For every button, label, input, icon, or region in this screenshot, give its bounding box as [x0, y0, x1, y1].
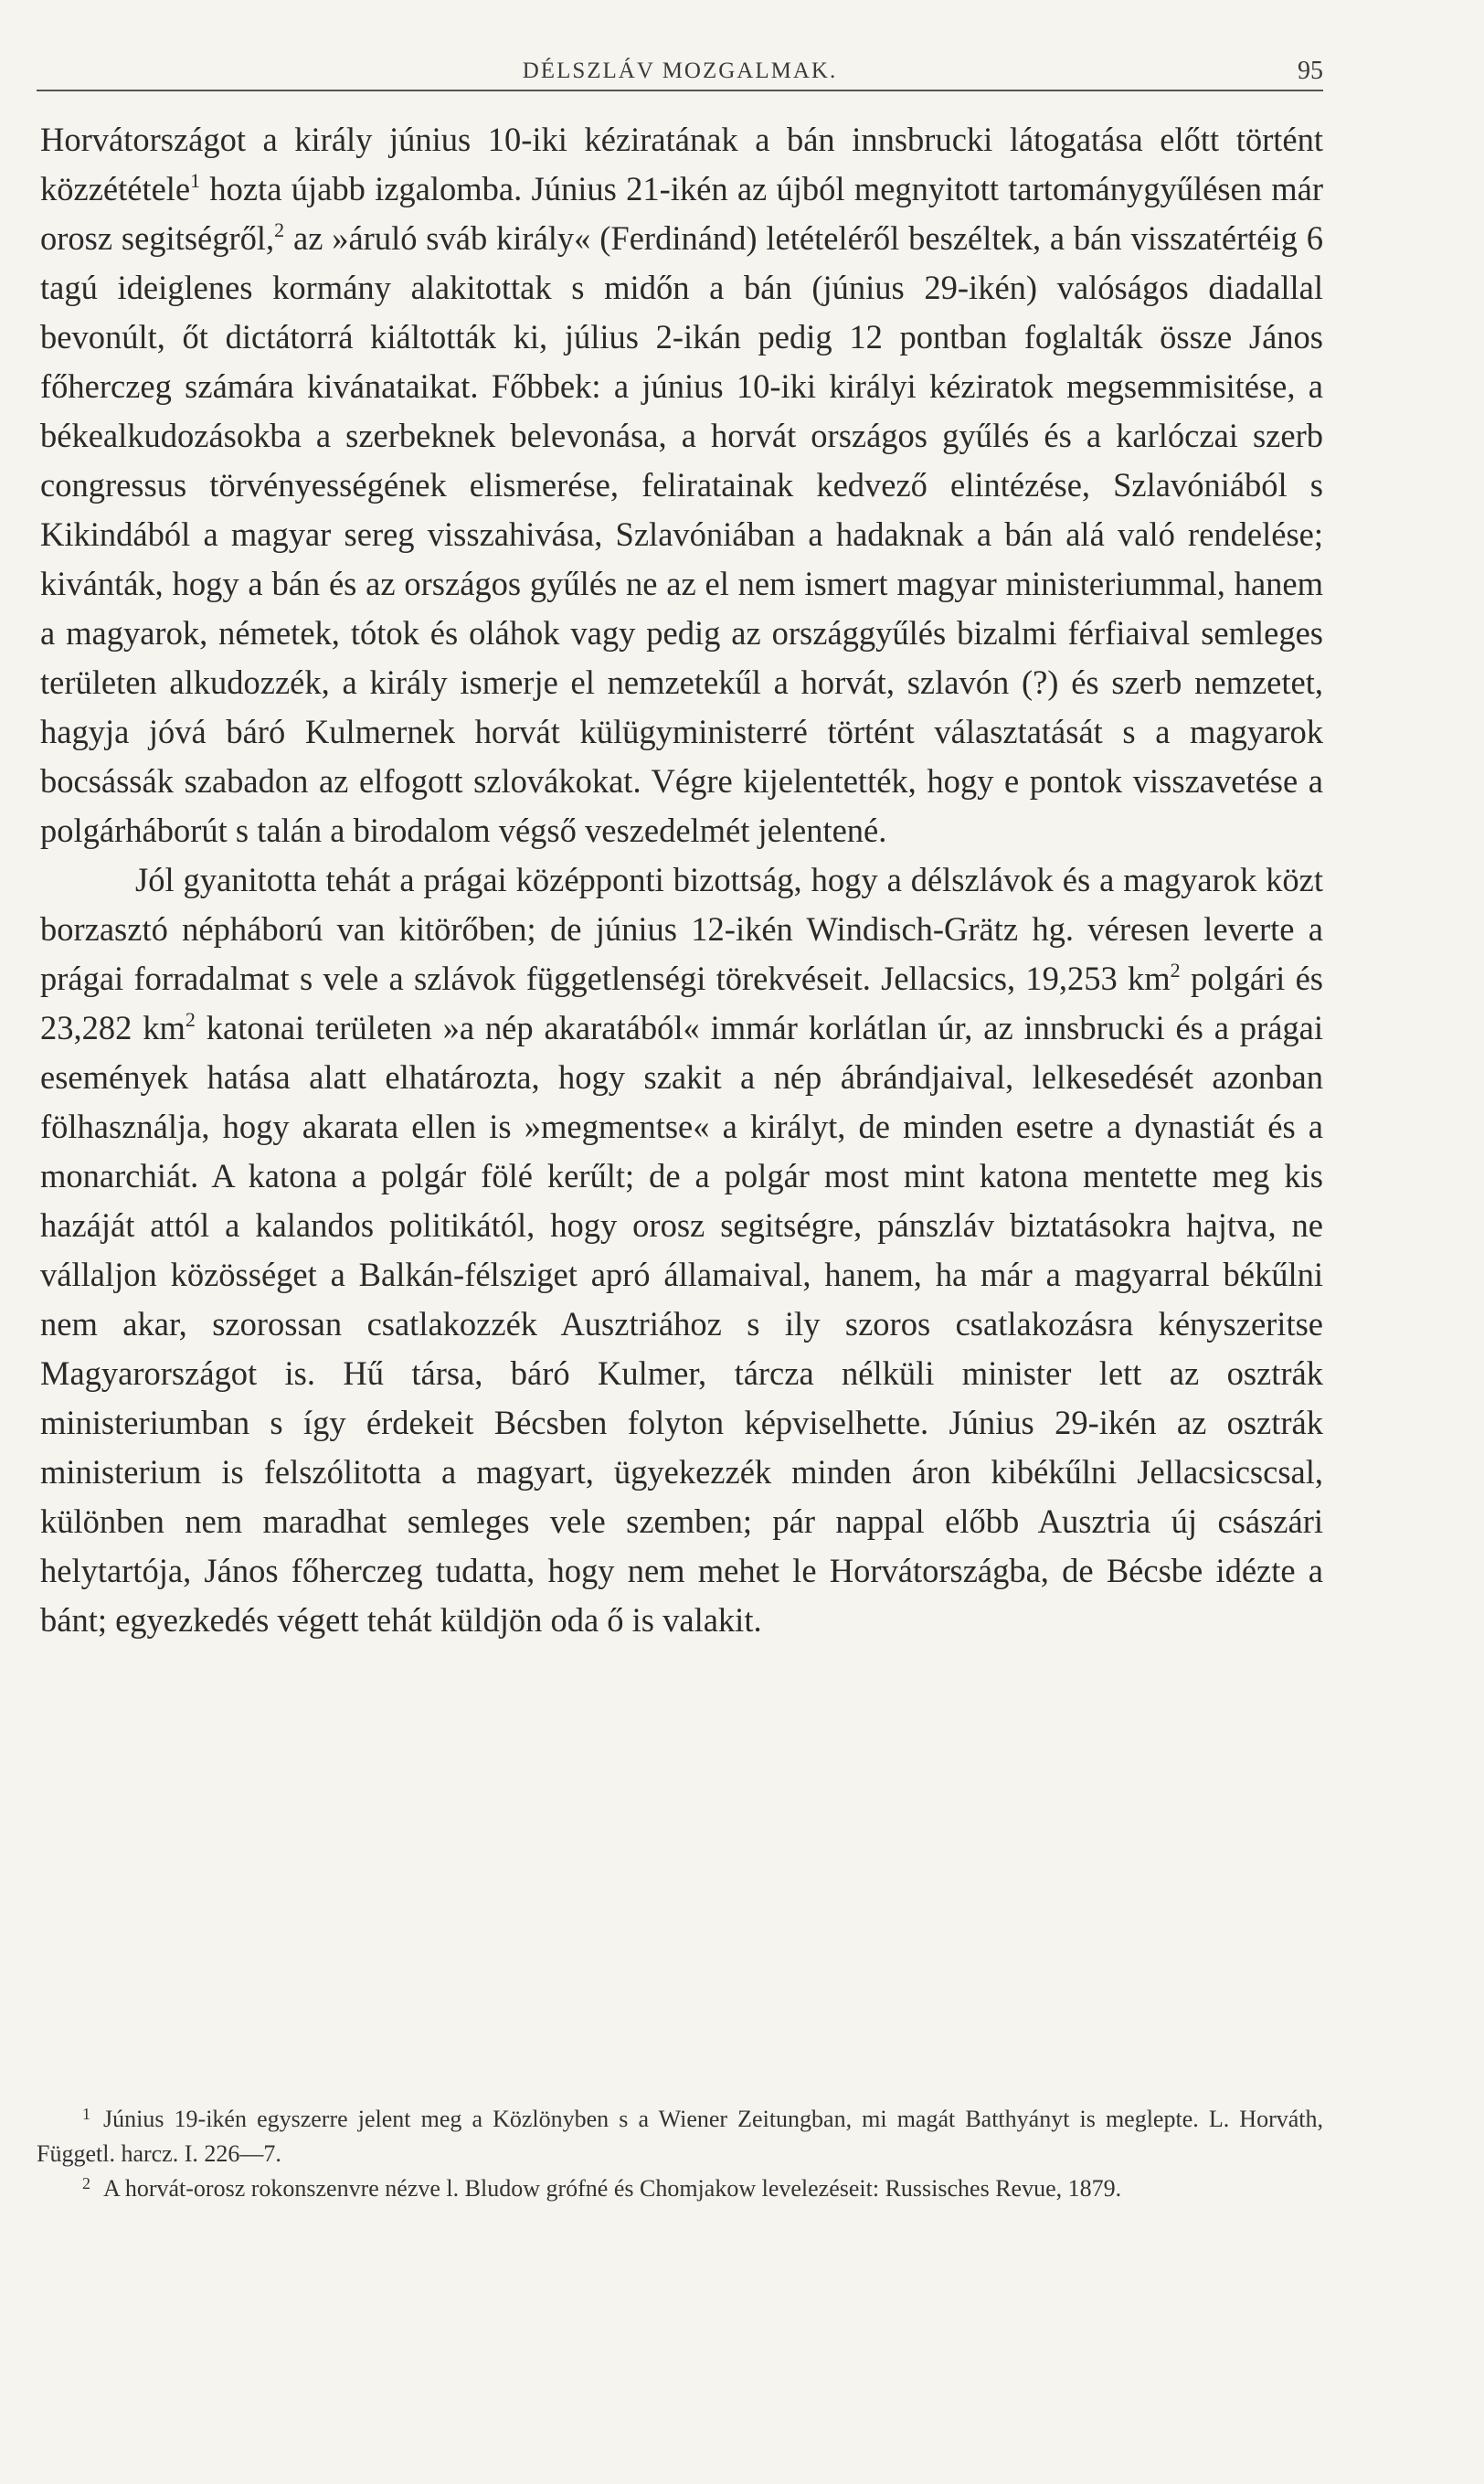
paragraph-2-text-c: katonai területen »a nép akaratából« immár korlátlan úr, az innsbrucki és a prágai események hatása alatt elhatározta, hogy szakit a nép ábrándjaival, lelkesedését azonban fölhasználja, hogy akarata ellen is »megmentse« a királyt, de minden esetre a dynastiát és a monarchiát. A katona a polgár fölé kerűlt; de a polgár most mint katona mentette meg kis hazáját attól a kalandos politikától, hogy orosz segitségre, pánszláv biztatásokra hajtva, ne vállaljon közösséget a Balkán-félsziget apró államaival, hanem, ha már a magyarral békűlni nem akar, szorossan csatlakozzék Ausztriához s ily szoros csatlakozásra kényszeritse Magyarországot is. Hű társa, báró Kulmer, tárcza nélküli minister lett az osztrák ministeriumban s így érdekeit Bécsben folyton képviselhette. Június 29-ikén az osztrák ministerium is felszólitotta a magyart, ügyekezzék minden áron kibékűlni Jellacsicscsal, különben nem maradhat semleges vele szemben; pár nappal előbb Ausztria új császári helytartója, János főherczeg tudatta, hogy nem mehet le Horvátországba, de Bécsbe idézte a bánt; egyezkedés végett tehát küldjön oda ő is valakit.: [40, 1009, 1323, 1639]
paragraph-2-text-a: Jól gyanitotta tehát a prágai középponti bizottság, hogy a délszlávok és a magyarok közt borzasztó népháború van kitörőben; de június 12-ikén Windisch-Grätz hg. véresen leverte a prágai forradalmat s vele a szlávok függetlenségi törekvéseit. Jellacsics, 19,253 km: [40, 861, 1323, 997]
footnote-1: [37, 2102, 1323, 2171]
page-header: [37, 53, 1323, 91]
body-text: [40, 115, 1323, 1645]
paragraph-2-text-b: polgári és 23,282 km: [40, 960, 1323, 1046]
footnote-2-text: A horvát-orosz rokonszenvre nézve l. Bludow grófné és Chomjakow levelezéseit: Russisches Revue, 1879.: [103, 2175, 1122, 2202]
paragraph-2: [40, 855, 1323, 1645]
superscript-km2-b: 2: [185, 1008, 196, 1031]
superscript-km2-a: 2: [1170, 959, 1181, 982]
footnote-1-text: Június 19-ikén egyszerre jelent meg a Közlönyben s a Wiener Zeitungban, mi magát Batthyányt is meglepte. L. Horváth, Függetl. harcz. I. 226—7.: [37, 2106, 1323, 2167]
paragraph-1-text-c: az »áruló sváb király« (Ferdinánd) letételéről beszéltek, a bán visszatértéig 6 tagú ideiglenes kormány alakitottak s midőn a bán (június 29-ikén) valóságos diadallal bevonúlt, őt dictátorrá kiáltották ki, július 2-ikán pedig 12 pontban foglalták össze János főherczeg számára kivánataikat. Főbbek: a június 10-iki királyi kéziratok megsemmisitése, a békealkudozásokba a szerbeknek belevonása, a horvát országos gyűlés és a karlóczai szerb congressus törvényességének elismerése, feliratainak kedvező elintézése, Szlavóniából s Kikindából a magyar sereg visszahivása, Szlavóniában a hadaknak a bán alá való rendelése; kivánták, hogy a bán és az országos gyűlés ne az el nem ismert magyar ministeriummal, hanem a magyarok, németek, tótok és oláhok vagy pedig az országgyűlés bizalmi férfiaival semleges területen alkudozzék, a király ismerje el nemzetekűl a horvát, szlavón (?) és szerb nemzetet, hagyja jóvá báró Kulmernek horvát külügyministerré történt választatását s a magyarok bocsássák szabadon az elfogott szlovákokat. Végre kijelentették, hogy e pontok visszavetése a polgárháborút s talán a birodalom végső veszedelmét jelentené.: [40, 219, 1323, 849]
paragraph-1-text-b: hozta újabb izgalomba. Június 21-ikén az újból megnyitott tartománygyűlésen már orosz segitségről,: [40, 170, 1323, 257]
page-number: 95: [1298, 57, 1323, 85]
footnote-ref-1: 1: [190, 169, 201, 192]
running-title: DÉLSZLÁV MOZGALMAK.: [522, 58, 838, 83]
footnote-2: [37, 2171, 1323, 2206]
paragraph-1: [40, 115, 1323, 855]
footnote-2-number: 2: [82, 2174, 90, 2192]
paragraph-1-text-a: Horvátországot a király június 10-iki kéziratának a bán innsbrucki látogatása előtt történt közzététele: [40, 121, 1323, 207]
footnote-1-number: 1: [82, 2105, 90, 2123]
footnote-ref-2: 2: [274, 218, 285, 241]
footnotes: [37, 2102, 1323, 2206]
